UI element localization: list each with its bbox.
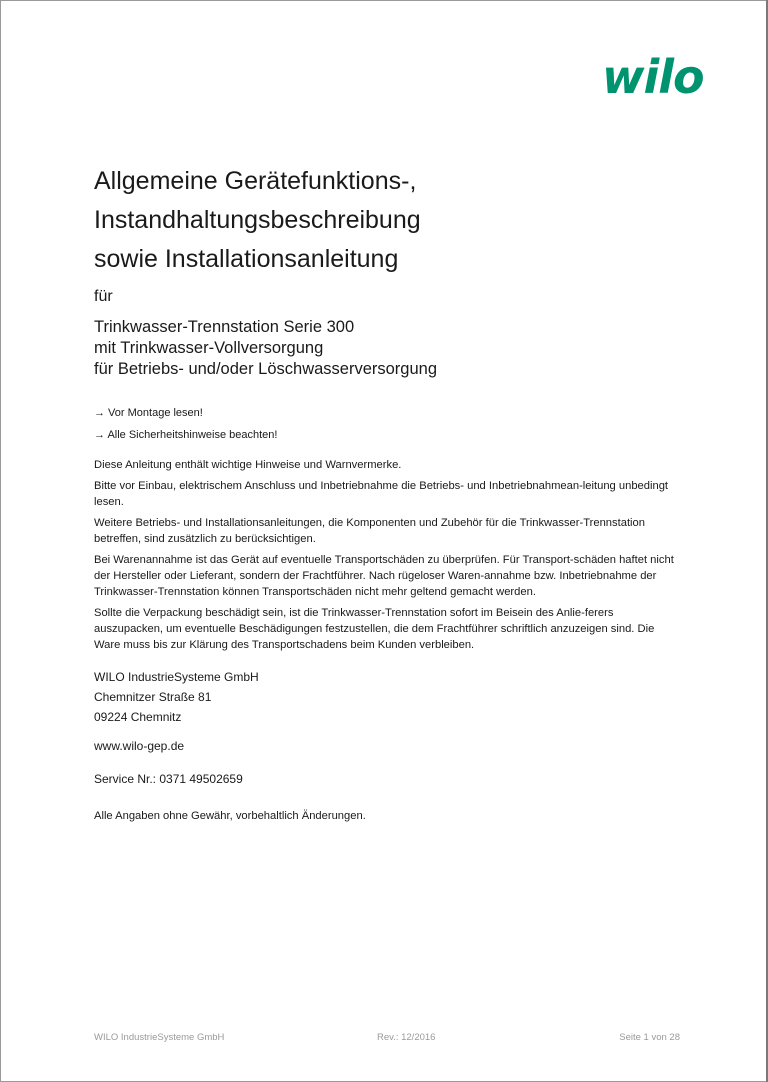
footer-page-number: Seite 1 von 28 bbox=[619, 1032, 680, 1043]
document-title bbox=[94, 162, 694, 279]
document-body bbox=[94, 162, 694, 826]
paragraph: Diese Anleitung enthält wichtige Hinweise und Warnvermerke. bbox=[94, 459, 402, 471]
subtitle-line: mit Trinkwasser-Vollversorgung bbox=[94, 339, 324, 357]
wilo-logo: wilo bbox=[602, 50, 704, 104]
paragraph: Bei Warenannahme ist das Gerät auf eventuelle Transportschäden zu überprüfen. Für Transport-schäden haftet nicht der Hersteller oder Lieferant, sondern der Frachtführer. Nach rügeloser Waren-annahme bzw. Inbetriebnahme der Trinkwasser-Trennstation können Transportschäden nicht mehr geltend gemacht werden. bbox=[94, 554, 674, 598]
note-item: → Vor Montage lesen! bbox=[94, 407, 203, 419]
instructions-block bbox=[94, 457, 694, 653]
company-city: 09224 Chemnitz bbox=[94, 710, 182, 724]
note-item: → Alle Sicherheitshinweise beachten! bbox=[94, 429, 278, 441]
fuer-label: für bbox=[94, 288, 113, 305]
company-street: Chemnitzer Straße 81 bbox=[94, 690, 212, 704]
subtitle-line: für Betriebs- und/oder Löschwasserversorgung bbox=[94, 360, 438, 378]
service-number: Service Nr.: 0371 49502659 bbox=[94, 772, 243, 786]
company-address bbox=[94, 667, 694, 727]
title-line: Instandhaltungsbeschreibung bbox=[94, 206, 421, 234]
website-link[interactable]: www.wilo-gep.de bbox=[94, 739, 185, 753]
disclaimer: Alle Angaben ohne Gewähr, vorbehaltlich Änderungen. bbox=[94, 810, 366, 822]
notes-list bbox=[94, 402, 694, 446]
subtitle-line: Trinkwasser-Trennstation Serie 300 bbox=[94, 318, 355, 336]
document-subtitle bbox=[94, 317, 694, 380]
title-line: Allgemeine Gerätefunktions-, bbox=[94, 167, 417, 195]
title-line: sowie Installationsanleitung bbox=[94, 245, 399, 273]
footer-revision: Rev.: 12/2016 bbox=[377, 1032, 436, 1043]
footer-company: WILO IndustrieSysteme GmbH bbox=[94, 1032, 225, 1043]
company-name: WILO IndustrieSysteme GmbH bbox=[94, 670, 259, 684]
paragraph: Weitere Betriebs- und Installationsanleitungen, die Komponenten und Zubehör für die Trinkwasser-Trennstation betreffen, sind zusätzlich zu berücksichtigen. bbox=[94, 517, 645, 545]
paragraph: Sollte die Verpackung beschädigt sein, ist die Trinkwasser-Trennstation sofort im Beisein des Anlie-ferers auszupacken, um eventuelle Beschädigungen festzustellen, die dem Frachtführer schriftlich anzuzeigen sind. Die Ware muss bis zur Klärung des Transportschadens beim Kunden verbleiben. bbox=[94, 607, 655, 651]
paragraph: Bitte vor Einbau, elektrischem Anschluss und Inbetriebnahme die Betriebs- und Inbetriebnahmean-leitung unbedingt lesen. bbox=[94, 480, 669, 508]
